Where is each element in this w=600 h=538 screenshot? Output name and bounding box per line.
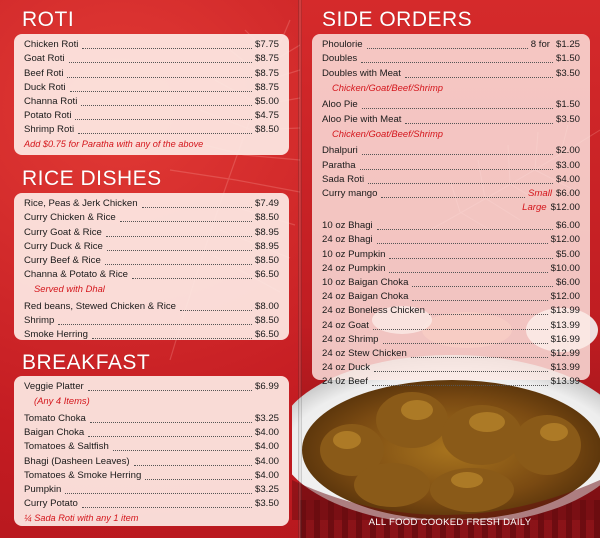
roti-paratha-note: Add $0.75 for Paratha with any of the above [24, 139, 204, 150]
menu-item-name: Bhagi (Dasheen Leaves) [24, 455, 130, 467]
menu-item-row [24, 95, 279, 109]
menu-item-row [24, 426, 279, 440]
menu-item-price: $1.25 [555, 39, 580, 51]
menu-item-name: Paratha [322, 159, 356, 171]
dot-leader [411, 357, 548, 358]
menu-item-price: $1.50 [555, 53, 580, 65]
menu-item-name: 24 oz Baigan Choka [322, 291, 409, 303]
menu-item-name: Pumpkin [24, 483, 62, 495]
dot-leader [412, 286, 553, 287]
menu-item-name: Tomatoes & Saltfish [24, 441, 109, 453]
menu-item-price: $13.99 [550, 305, 580, 317]
meat-options-note: Chicken/Goat/Beef/Shrimp [332, 127, 443, 139]
menu-item-row [322, 347, 580, 361]
dot-leader [180, 310, 252, 311]
menu-item-name: Phoulorie [322, 39, 363, 51]
menu-item-name: Curry Chicken & Rice [24, 212, 116, 224]
menu-item-name: Dhalpuri [322, 145, 358, 157]
dot-leader [377, 243, 548, 244]
dot-leader [65, 493, 252, 494]
menu-item-row [24, 300, 279, 314]
menu-item-row [322, 262, 580, 276]
menu-item-row [24, 380, 279, 394]
menu-item-name: Goat Roti [24, 53, 65, 65]
dot-leader [412, 300, 547, 301]
dot-leader [92, 338, 252, 339]
menu-item-name: Chicken Roti [24, 39, 79, 51]
menu-item-row [24, 66, 279, 80]
dot-leader [429, 314, 548, 315]
roti-panel [14, 34, 289, 155]
menu-item-row [24, 123, 279, 137]
menu-item-price: $6.99 [254, 381, 279, 393]
dot-leader [377, 229, 553, 230]
menu-item-name: 10 oz Baigan Choka [322, 277, 409, 288]
menu-item-name: Beef Roti [24, 67, 64, 79]
menu-item-row [322, 144, 580, 158]
menu-item-price: $4.00 [254, 455, 279, 467]
dot-leader [82, 507, 252, 508]
menu-item-name: 10 oz Bhagi [322, 220, 373, 232]
menu-item-price: $7.75 [254, 39, 279, 51]
menu-item-row [24, 109, 279, 123]
menu-item-name: 24 oz Goat [322, 319, 369, 331]
side-orders-panel [312, 34, 590, 388]
menu-item-price: $8.75 [254, 53, 279, 65]
menu-item-row [322, 187, 580, 201]
menu-item-name: 24 oz Bhagi [322, 234, 373, 246]
menu-item-price: $5.00 [555, 248, 580, 260]
menu-item-name: Shrimp [24, 315, 55, 327]
menu-item-row [24, 412, 279, 426]
menu-item-price: $3.25 [254, 412, 279, 424]
side-orders-section-title: SIDE ORDERS [322, 8, 473, 31]
rice-section-title: RICE DISHES [22, 167, 162, 190]
menu-item-row [24, 497, 279, 511]
dot-leader [372, 385, 548, 386]
breakfast-sada-note: ¼ Sada Roti with any 1 item [24, 513, 139, 524]
menu-item-price: $8.95 [254, 240, 279, 252]
menu-item-price: $8.95 [254, 226, 279, 238]
dot-leader [405, 123, 553, 124]
menu-item-size: Large [522, 202, 547, 214]
menu-item-row [24, 483, 279, 497]
menu-item-price: $4.75 [254, 110, 279, 122]
menu-item-name: Curry Beef & Rice [24, 254, 101, 266]
menu-item-row [322, 361, 580, 375]
menu-item-name: 24 oz Shrimp [322, 333, 379, 345]
menu-item-price: $8.00 [254, 300, 279, 312]
menu-item-name: Curry mango [322, 187, 378, 199]
dot-leader [70, 91, 252, 92]
served-with-dhal-note: Served with Dhal [34, 283, 105, 295]
menu-item-row [24, 440, 279, 454]
dot-leader [132, 278, 252, 279]
menu-item-row [24, 254, 279, 268]
curry-mango-large-row [322, 201, 580, 215]
menu-item-name: Doubles with Meat [322, 67, 401, 79]
menu-item-row [322, 233, 580, 247]
menu-item-price: $6.50 [254, 269, 279, 281]
menu-item-row [24, 314, 279, 328]
menu-item-price: $3.00 [555, 159, 580, 171]
menu-item-name: Potato Roti [24, 110, 72, 122]
dot-leader [383, 343, 548, 344]
dot-leader [381, 197, 525, 198]
menu-item-row [24, 225, 279, 239]
menu-item-row [322, 66, 580, 80]
menu-item-price: $3.25 [254, 483, 279, 495]
menu-item-price: $13.99 [550, 319, 580, 331]
dot-leader [360, 169, 553, 170]
menu-item-row [24, 211, 279, 225]
menu-item-row [322, 375, 580, 389]
menu-item-row [322, 304, 580, 318]
rice-panel [14, 193, 289, 340]
menu-item-price: $6.00 [555, 187, 580, 199]
menu-item-price: $13.99 [550, 376, 580, 388]
dot-leader [142, 207, 252, 208]
menu-item-name: Duck Roti [24, 81, 66, 93]
dot-leader [81, 105, 252, 106]
dot-leader [374, 371, 548, 372]
dot-leader [326, 211, 519, 212]
dot-leader [90, 422, 252, 423]
menu-item-name: Aloo Pie [322, 99, 358, 111]
menu-item-name: Curry Duck & Rice [24, 240, 103, 252]
menu-item-name: Channa & Potato & Rice [24, 269, 128, 281]
dot-leader [69, 62, 252, 63]
menu-item-name: 24 oz Pumpkin [322, 262, 386, 274]
menu-item-row [24, 268, 279, 282]
menu-item-price: $1.50 [555, 99, 580, 111]
menu-item-price: $4.00 [254, 469, 279, 481]
menu-item-row [24, 328, 279, 342]
menu-item-row [322, 219, 580, 233]
dot-leader [107, 250, 252, 251]
menu-item-row [322, 98, 580, 112]
menu-item-name: Channa Roti [24, 95, 78, 107]
menu-item-price: $6.00 [555, 220, 580, 232]
menu-item-row [322, 247, 580, 261]
menu-item-name: 24 oz Boneless Chicken [322, 305, 425, 317]
dot-leader [389, 258, 553, 259]
menu-item-name: Smoke Herring [24, 329, 88, 341]
menu-item-row [322, 333, 580, 347]
meat-options-note: Chicken/Goat/Beef/Shrimp [332, 81, 443, 93]
breakfast-section-title: BREAKFAST [22, 351, 151, 374]
menu-item-name: Baigan Choka [24, 427, 85, 439]
menu-item-row [24, 81, 279, 95]
menu-item-price: $4.00 [555, 173, 580, 185]
menu-item-quantity: 8 for [530, 39, 550, 51]
menu-item-name: Veggie Platter [24, 381, 84, 393]
dot-leader [105, 264, 252, 265]
menu-item-price: $6.00 [555, 277, 580, 288]
dot-leader [113, 450, 252, 451]
menu-item-price: $8.75 [254, 81, 279, 93]
page-fold [298, 0, 302, 538]
menu-item-price: $3.50 [555, 67, 580, 79]
menu-item-row [24, 240, 279, 254]
menu-item-price: $4.00 [254, 427, 279, 439]
any-four-items-note: (Any 4 Items) [34, 395, 90, 407]
menu-item-name: Tomatoes & Smoke Herring [24, 469, 142, 481]
menu-item-price: $13.99 [550, 362, 580, 374]
dot-leader [389, 272, 547, 273]
menu-item-row [322, 38, 580, 52]
menu-item-price: $12.00 [550, 234, 580, 246]
menu-item-name: Tomato Choka [24, 412, 86, 424]
menu-item-price: $8.75 [254, 67, 279, 79]
menu-item-price: $7.49 [254, 198, 279, 210]
dot-leader [78, 133, 252, 134]
menu-item-price: $3.50 [254, 498, 279, 510]
dot-leader [362, 154, 553, 155]
menu-item-name: Shrimp Roti [24, 124, 75, 136]
menu-item-price: $5.00 [254, 95, 279, 107]
dot-leader [67, 77, 252, 78]
dot-leader [120, 221, 252, 222]
menu-item-price: $12.00 [550, 291, 580, 303]
menu-item-row [322, 318, 580, 332]
menu-item-price: $12.99 [550, 347, 580, 359]
dot-leader [88, 436, 252, 437]
menu-item-price: $16.99 [550, 333, 580, 345]
menu-item-name: 24 oz Stew Chicken [322, 347, 407, 359]
menu-item-price: $3.50 [555, 113, 580, 125]
menu-item-row [24, 38, 279, 52]
breakfast-panel [14, 376, 289, 526]
menu-item-row [322, 158, 580, 172]
menu-item-price: $12.00 [550, 202, 580, 214]
menu-item-row [24, 469, 279, 483]
menu-item-name: Curry Potato [24, 498, 78, 510]
menu-item-name: Aloo Pie with Meat [322, 113, 402, 125]
fresh-daily-footer: ALL FOOD COOKED FRESH DAILY [368, 517, 532, 528]
menu-item-price: $2.00 [555, 145, 580, 157]
dot-leader [106, 236, 252, 237]
menu-item-name: Red beans, Stewed Chicken & Rice [24, 300, 176, 312]
roti-section-title: ROTI [22, 8, 75, 31]
menu-item-name: Sada Roti [322, 173, 365, 185]
dot-leader [134, 465, 252, 466]
menu-item-price: $6.50 [254, 329, 279, 341]
dot-leader [368, 183, 553, 184]
menu-item-price: $8.50 [254, 124, 279, 136]
dot-leader [58, 324, 252, 325]
dot-leader [361, 62, 553, 63]
menu-item-row [322, 290, 580, 304]
dot-leader [367, 48, 528, 49]
menu-item-price: $8.50 [254, 315, 279, 327]
menu-item-name: Doubles [322, 53, 358, 65]
menu-item-row [322, 52, 580, 66]
menu-item-price: $8.50 [254, 254, 279, 266]
dot-leader [82, 48, 252, 49]
menu-item-name: Rice, Peas & Jerk Chicken [24, 198, 138, 210]
menu-item-row [322, 173, 580, 187]
dot-leader [362, 108, 553, 109]
menu-item-price: $10.00 [550, 262, 580, 274]
dot-leader [75, 119, 252, 120]
menu-item-price: $4.00 [254, 441, 279, 453]
menu-item-row [24, 454, 279, 468]
menu-item-size: Small [527, 187, 552, 199]
dot-leader [373, 329, 548, 330]
menu-item-row [322, 276, 580, 290]
menu-item-row [322, 112, 580, 126]
menu-item-name: Curry Goat & Rice [24, 226, 102, 238]
dot-leader [405, 77, 553, 78]
menu-item-name: 24 0z Beef [322, 376, 368, 388]
menu-item-row [24, 52, 279, 66]
menu-item-name: 10 oz Pumpkin [322, 248, 386, 260]
menu-item-name: 24 oz Duck [322, 362, 370, 374]
menu-item-price: $8.50 [254, 212, 279, 224]
menu-item-row [24, 197, 279, 211]
dot-leader [88, 390, 252, 391]
dot-leader [145, 479, 252, 480]
